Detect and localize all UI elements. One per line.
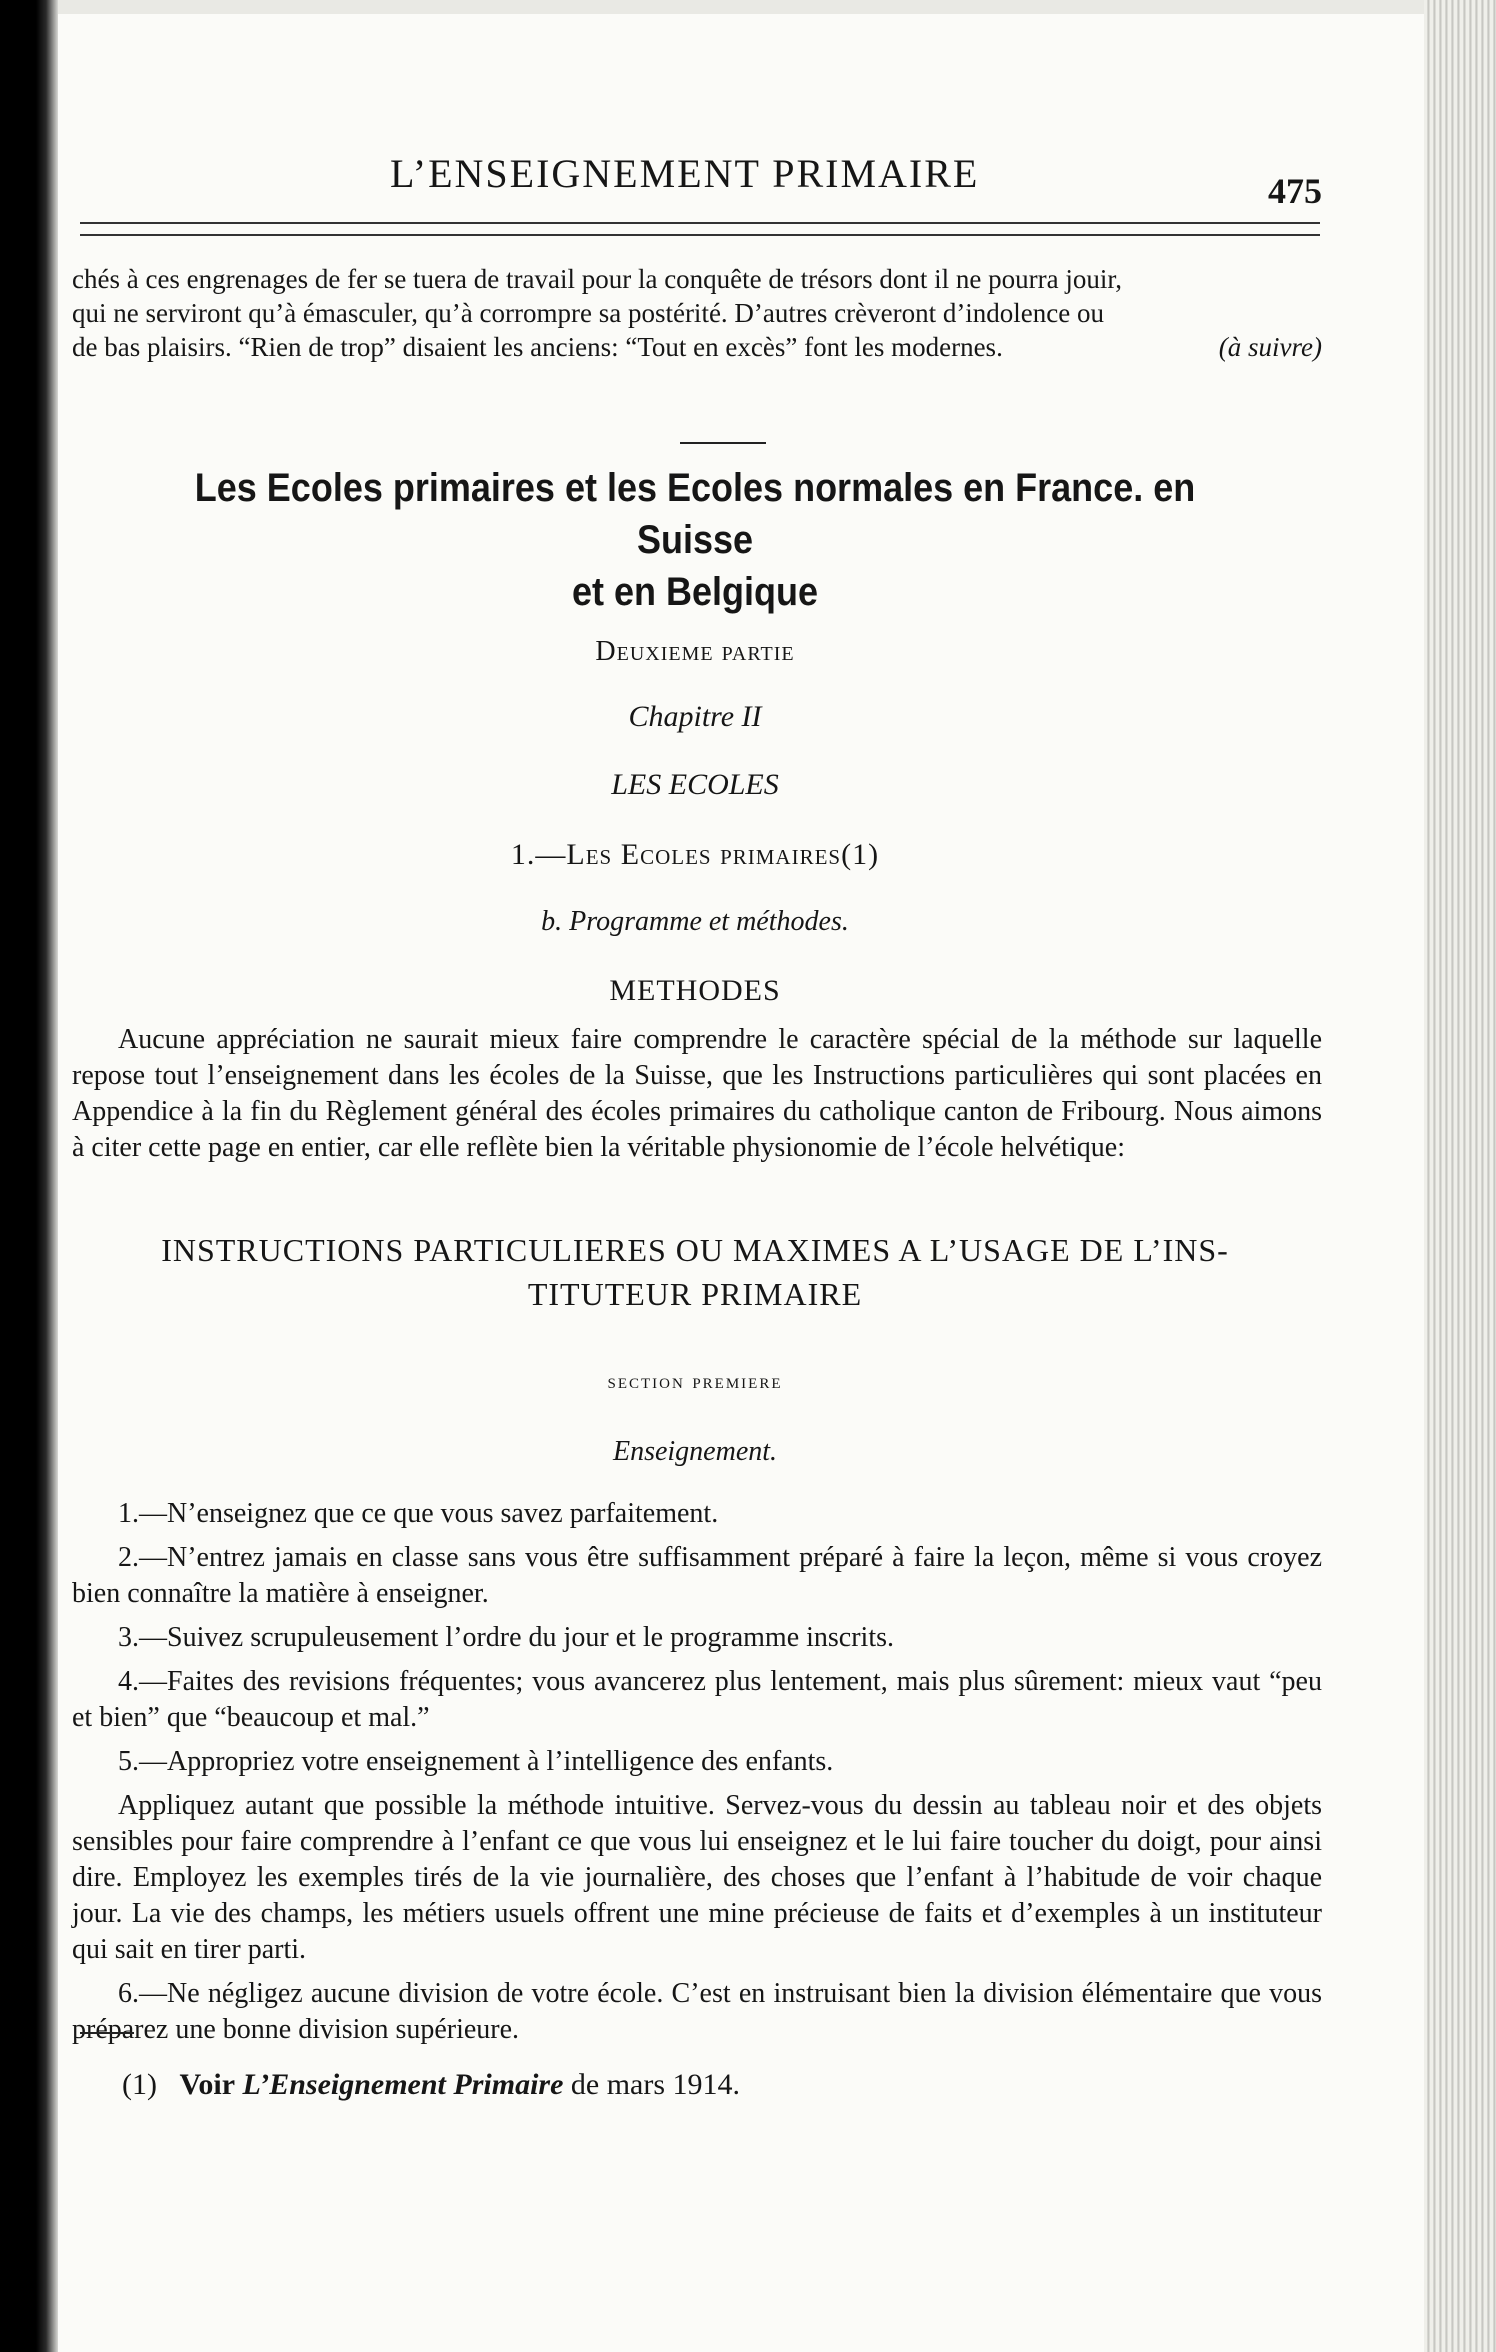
- instructions-title: [70, 1228, 1320, 1316]
- footnote-suffix: de mars 1914.: [570, 2068, 741, 2101]
- header-rule: [80, 222, 1320, 236]
- maxim-paragraph: Appliquez autant que possible la méthode intuitive. Servez-vous du dessin au tableau noir et des objets sensibles pour faire comprendre à l’enfant ce que vous lui enseignez et le lui faire toucher du doigt, pour ainsi dire. Employez les exemples tirés de la vie journalière, des choses que l’enfant à l’habitude de voir chaque jour. La vie des champs, les métiers usuels offrent une mine précieuse de faits et d’exemples à un instituteur qui sait en tirer parti.: [72, 1790, 1322, 1965]
- to-follow-note: (à suivre): [1218, 332, 1322, 362]
- footnote: [122, 2068, 740, 2102]
- subsection-heading: b. Programme et méthodes.: [541, 906, 849, 937]
- footnote-prefix: Voir: [179, 2068, 236, 2101]
- maxim-item: 3.—Suivez scrupuleusement l’ordre du jour et le programme inscrits.: [118, 1622, 895, 1653]
- continuation-line: qui ne serviront qu’à émasculer, qu’à corrompre sa postérité. D’autres crèveront d’indolence ou: [72, 298, 1105, 328]
- footnote-number: (1): [122, 2068, 157, 2101]
- page-number: 475: [1268, 171, 1322, 211]
- footnote-rule: [80, 2032, 134, 2034]
- enseignement-heading: Enseignement.: [612, 1436, 778, 1467]
- article-title-line2: et en Belgique: [571, 570, 819, 614]
- article-title: [133, 462, 1258, 618]
- book-page-edges: [1424, 0, 1496, 2352]
- article-title-line1: Les Ecoles primaires et les Ecoles normales en France. en Suisse: [194, 466, 1196, 562]
- continuation-text: [72, 262, 1322, 364]
- chapter-label: Chapitre II: [628, 700, 762, 733]
- continuation-line: [72, 330, 1322, 364]
- methodes-heading: METHODES: [609, 974, 781, 1007]
- running-head: L’ENSEIGNEMENT PRIMAIRE: [390, 151, 980, 196]
- maxims-list: [72, 1496, 1322, 2048]
- section-heading: 1.—Les Ecoles primaires(1): [510, 838, 880, 871]
- instructions-title-line1: INSTRUCTIONS PARTICULIERES OU MAXIMES A L’USAGE DE L’INS-: [161, 1232, 1229, 1268]
- scan-top-edge: [58, 0, 1440, 14]
- section-premiere-heading: section premiere: [607, 1368, 783, 1393]
- maxim-item: 1.—N’enseignez que ce que vous savez parfaitement.: [118, 1498, 719, 1529]
- maxim-item: 2.—N’entrez jamais en classe sans vous être suffisamment préparé à faire la leçon, même si vous croyez bien connaître la matière à enseigner.: [72, 1542, 1322, 1609]
- section-divider: [680, 442, 766, 444]
- footnote-journal: L’Enseignement Primaire: [242, 2068, 564, 2101]
- continuation-line: chés à ces engrenages de fer se tuera de travail pour la conquête de trésors dont il ne pourra jouir,: [72, 264, 1122, 294]
- part-label: Deuxieme partie: [595, 636, 795, 667]
- maxim-item: 5.—Appropriez votre enseignement à l’intelligence des enfants.: [118, 1746, 834, 1777]
- maxim-item: 6.—Ne négligez aucune division de votre école. C’est en instruisant bien la division élémentaire que vous préparez une bonne division supérieure.: [72, 1978, 1322, 2045]
- intro-paragraph: Aucune appréciation ne saurait mieux faire comprendre le caractère spécial de la méthode sur laquelle repose tout l’enseignement dans les écoles de la Suisse, que les Instructions particulières qui sont placées en Appendice à la fin du Règlement général des écoles primaires du catholique canton de Fribourg. Nous aimons à citer cette page en entier, car elle reflète bien la véritable physionomie de l’école helvétique:: [72, 1024, 1322, 1163]
- maxim-item: 4.—Faites des revisions fréquentes; vous avancerez plus lentement, mais plus sûrement: mieux vaut “peu et bien” que “beaucoup et mal.”: [72, 1666, 1322, 1733]
- scan-left-edge: [0, 0, 58, 2352]
- chapter-title: LES ECOLES: [611, 768, 779, 801]
- instructions-title-line2: TITUTEUR PRIMAIRE: [527, 1276, 863, 1312]
- continuation-line-text: de bas plaisirs. “Rien de trop” disaient les anciens: “Tout en excès” font les modernes.: [72, 332, 1003, 362]
